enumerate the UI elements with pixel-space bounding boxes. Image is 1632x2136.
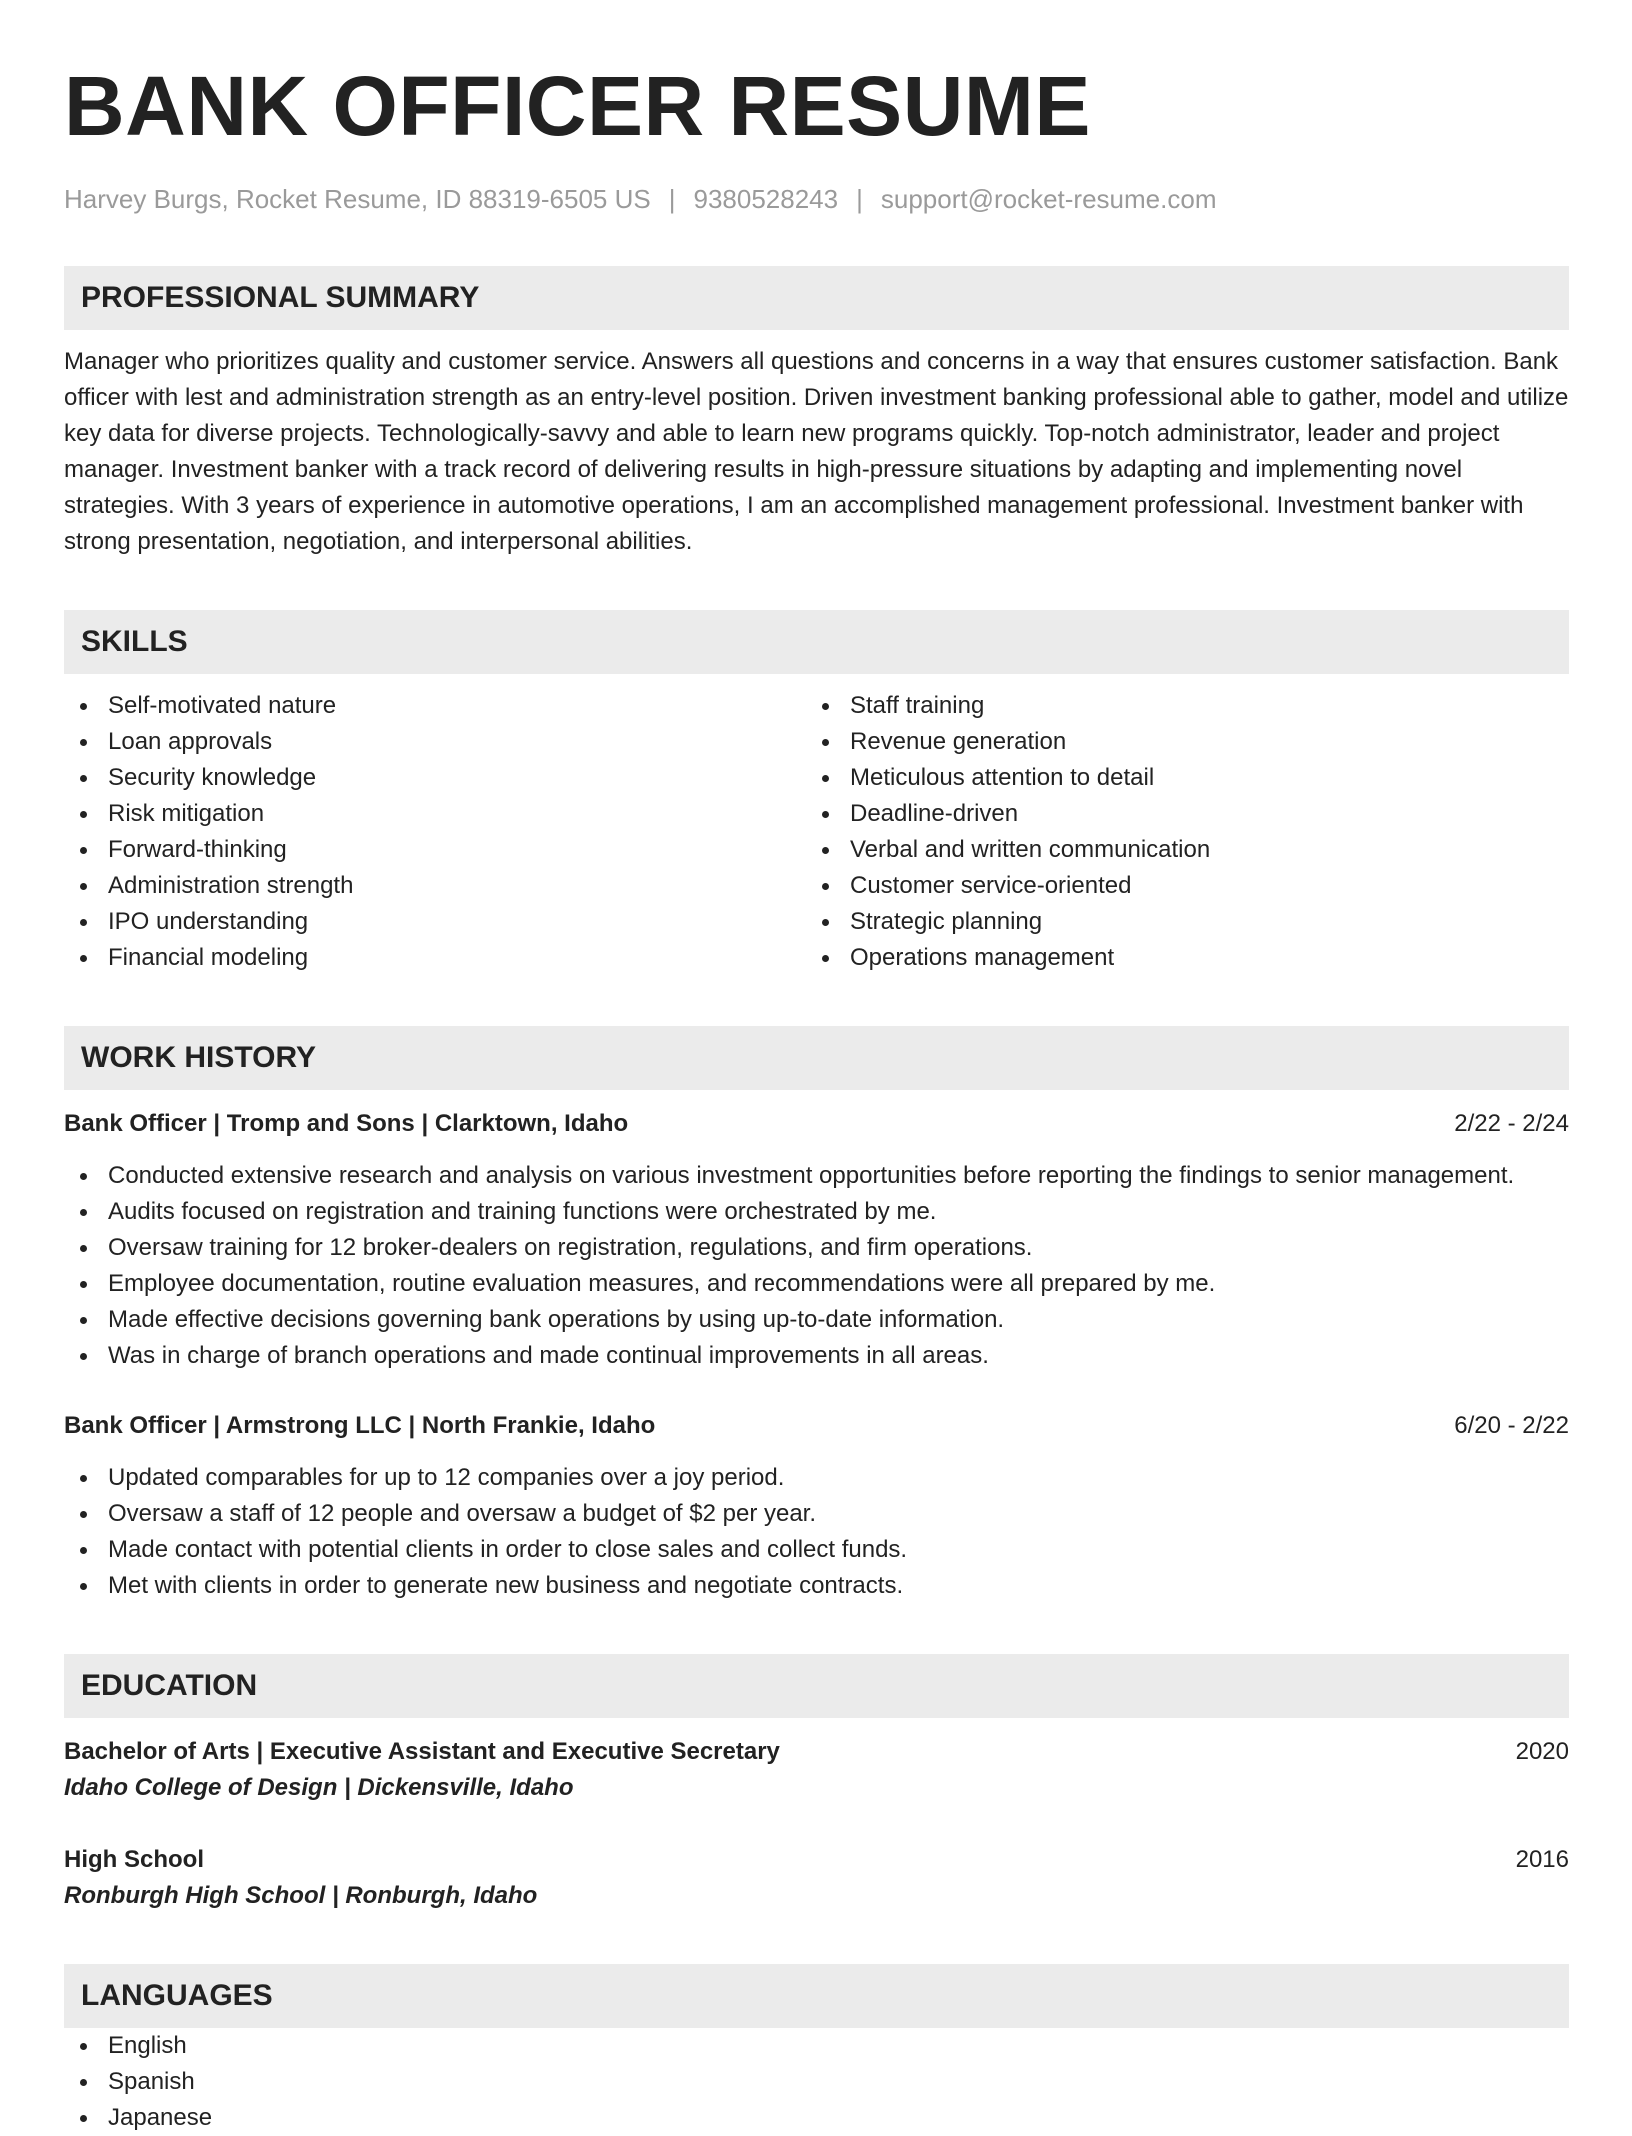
education-degree: High School <box>64 1846 204 1873</box>
skill-item: Deadline-driven <box>806 796 1548 832</box>
job-dates: 2/22 - 2/24 <box>1454 1110 1569 1137</box>
education-degree: Bachelor of Arts | Executive Assistant and Executive Secretary <box>64 1738 780 1765</box>
contact-separator: | <box>856 184 863 214</box>
skills-grid <box>64 688 1569 976</box>
skill-item: Security knowledge <box>64 760 806 796</box>
job-bullet: Audits focused on registration and training functions were orchestrated by me. <box>64 1194 1569 1230</box>
job-bullet: Made contact with potential clients in order to close sales and collect funds. <box>64 1532 1569 1568</box>
section-heading-summary: PROFESSIONAL SUMMARY <box>64 266 1569 330</box>
job-header <box>64 1408 1569 1444</box>
skill-item: Staff training <box>806 688 1548 724</box>
languages-list <box>64 2028 1569 2136</box>
job-bullet: Met with clients in order to generate new business and negotiate contracts. <box>64 1568 1569 1604</box>
language-item: Japanese <box>64 2100 1569 2136</box>
skill-item: Meticulous attention to detail <box>806 760 1548 796</box>
job-entry <box>64 1408 1569 1604</box>
skills-column-left <box>64 688 806 976</box>
education-entry <box>64 1734 1569 1806</box>
skill-item: Strategic planning <box>806 904 1548 940</box>
skill-item: IPO understanding <box>64 904 806 940</box>
education-header <box>64 1734 1569 1770</box>
section-heading-skills: SKILLS <box>64 610 1569 674</box>
job-bullet: Oversaw training for 12 broker-dealers on registration, regulations, and firm operations. <box>64 1230 1569 1266</box>
job-entry <box>64 1106 1569 1374</box>
contact-email: support@rocket-resume.com <box>880 184 1217 214</box>
skill-item: Loan approvals <box>64 724 806 760</box>
skill-item: Self-motivated nature <box>64 688 806 724</box>
skill-item: Verbal and written communication <box>806 832 1548 868</box>
job-bullets <box>64 1460 1569 1604</box>
section-heading-work-history: WORK HISTORY <box>64 1026 1569 1090</box>
contact-separator: | <box>668 184 676 214</box>
education-school: Ronburgh High School | Ronburgh, Idaho <box>64 1882 538 1909</box>
job-bullet: Conducted extensive research and analysis on various investment opportunities before reporting the findings to senior management. <box>64 1158 1569 1194</box>
skills-column-right <box>806 688 1548 976</box>
job-header <box>64 1106 1569 1142</box>
job-bullet: Made effective decisions governing bank operations by using up-to-date information. <box>64 1302 1569 1338</box>
job-bullet: Employee documentation, routine evaluation measures, and recommendations were all prepared by me. <box>64 1266 1569 1302</box>
education-year: 2016 <box>1515 1846 1569 1873</box>
skill-item: Administration strength <box>64 868 806 904</box>
job-title: Bank Officer | Armstrong LLC | North Frankie, Idaho <box>64 1412 656 1439</box>
skill-item: Financial modeling <box>64 940 806 976</box>
contact-phone: 9380528243 <box>693 184 839 214</box>
skill-item: Revenue generation <box>806 724 1548 760</box>
language-item: Spanish <box>64 2064 1569 2100</box>
education-entry <box>64 1842 1569 1914</box>
education-header <box>64 1842 1569 1878</box>
contact-line <box>64 182 1569 216</box>
summary-text: Manager who prioritizes quality and customer service. Answers all questions and concerns in a way that ensures customer satisfaction. Bank officer with lest and administration strength as an entry-level position. Driven investment banking professional able to gather, model and utilize key data for diverse projects. Technologically-savvy and able to learn new programs quickly. Top-notch administrator, leader and project manager. Investment banker with a track record of delivering results in high-pressure situations by adapting and implementing novel strategies. With 3 years of experience in automotive operations, I am an accomplished management professional. Investment banker with strong presentation, negotiation, and interpersonal abilities. <box>64 348 1569 555</box>
education-school: Idaho College of Design | Dickensville, Idaho <box>64 1774 574 1801</box>
skill-item: Risk mitigation <box>64 796 806 832</box>
job-title: Bank Officer | Tromp and Sons | Clarktown, Idaho <box>64 1110 629 1137</box>
section-heading-education: EDUCATION <box>64 1654 1569 1718</box>
job-bullets <box>64 1158 1569 1374</box>
education-year: 2020 <box>1515 1738 1569 1765</box>
skill-item: Customer service-oriented <box>806 868 1548 904</box>
job-bullet: Updated comparables for up to 12 companies over a joy period. <box>64 1460 1569 1496</box>
resume-title: BANK OFFICER RESUME <box>64 59 1091 153</box>
section-heading-languages: LANGUAGES <box>64 1964 1569 2028</box>
language-item: English <box>64 2028 1569 2064</box>
skill-item: Operations management <box>806 940 1548 976</box>
contact-address: Harvey Burgs, Rocket Resume, ID 88319-6505 US <box>64 184 651 214</box>
job-bullet: Was in charge of branch operations and made continual improvements in all areas. <box>64 1338 1569 1374</box>
job-dates: 6/20 - 2/22 <box>1454 1412 1569 1439</box>
skill-item: Forward-thinking <box>64 832 806 868</box>
job-bullet: Oversaw a staff of 12 people and oversaw a budget of $2 per year. <box>64 1496 1569 1532</box>
